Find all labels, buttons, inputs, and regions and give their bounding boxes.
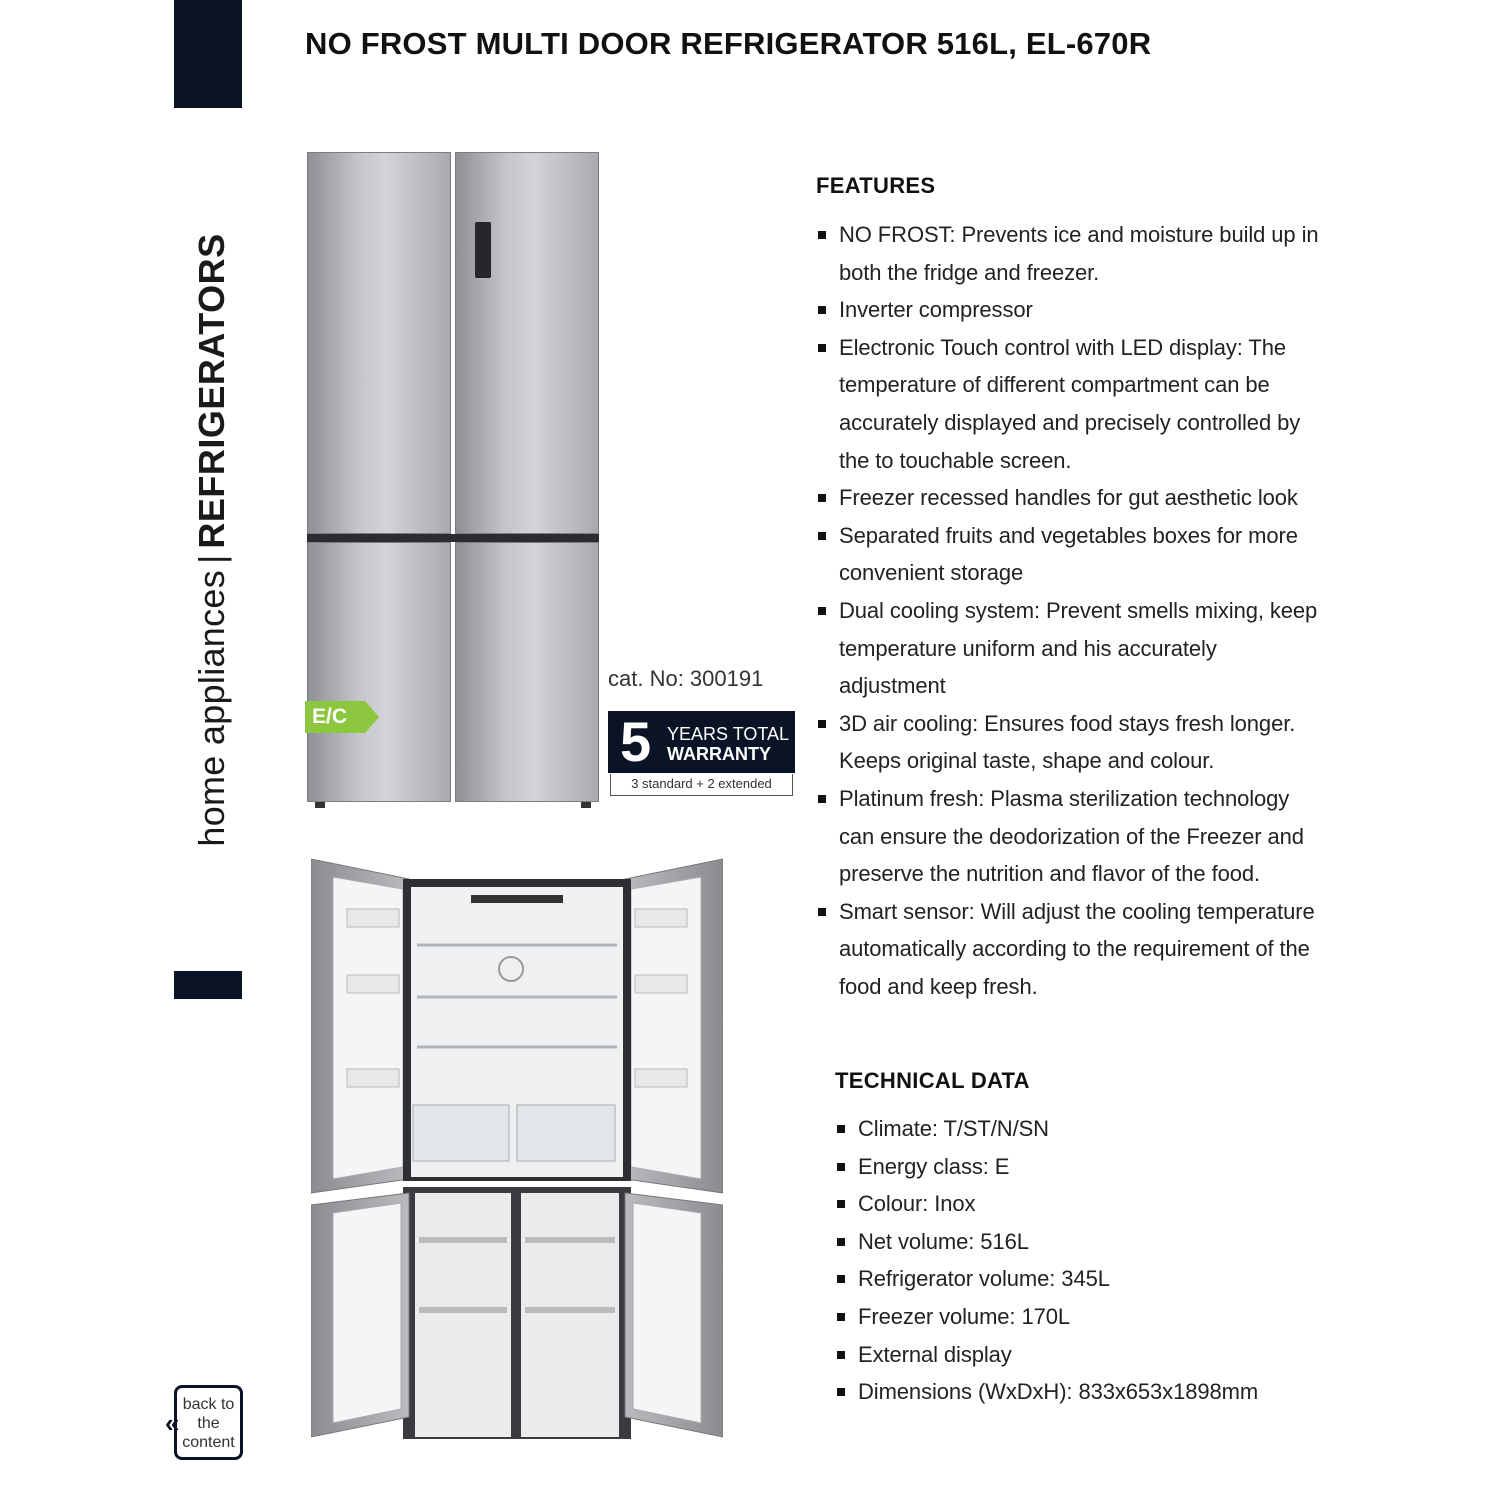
back-to-content-button[interactable] <box>174 1385 243 1460</box>
fridge-door-top-left <box>307 152 451 534</box>
warranty-years: 5 <box>620 710 652 773</box>
fridge-handle-gap <box>307 534 599 542</box>
fridge-foot <box>315 802 325 808</box>
list-item: Freezer volume: 170L <box>835 1298 1335 1336</box>
fridge-open-image <box>311 857 723 1439</box>
back-label-1: back to <box>182 1396 235 1413</box>
list-item: Separated fruits and vegetables boxes for more convenient storage <box>816 517 1326 592</box>
list-item: Refrigerator volume: 345L <box>835 1260 1335 1298</box>
energy-class-badge <box>305 701 379 733</box>
list-item: Platinum fresh: Plasma sterilization technology can ensure the deodorization of the Freezer and preserve the nutrition and flavor of the food. <box>816 780 1326 893</box>
features-list <box>816 216 1326 1005</box>
list-item: Climate: T/ST/N/SN <box>835 1110 1335 1148</box>
sidebar-category-label <box>192 233 232 846</box>
list-item: Dual cooling system: Prevent smells mixing, keep temperature uniform and his accurately adjustment <box>816 592 1326 705</box>
list-item: Smart sensor: Will adjust the cooling temperature automatically according to the requirement of the food and keep fresh. <box>816 893 1326 1006</box>
category-separator: | <box>191 554 232 564</box>
warranty-subtext: 3 standard + 2 extended <box>610 774 793 796</box>
fridge-open-illustration <box>311 857 723 1439</box>
features-heading: FEATURES <box>816 173 936 198</box>
list-item: Dimensions (WxDxH): 833x653x1898mm <box>835 1373 1335 1411</box>
warranty-line-1: YEARS TOTAL <box>667 724 790 744</box>
technical-data-heading: TECHNICAL DATA <box>835 1068 1030 1093</box>
list-item: 3D air cooling: Ensures food stays fresh longer. Keeps original taste, shape and colour. <box>816 705 1326 780</box>
fridge-door-bottom-right <box>455 542 599 802</box>
technical-data-list <box>835 1110 1335 1411</box>
list-item: Electronic Touch control with LED display: The temperature of different compartment can be accurately displayed and precisely controlled by the to touchable screen. <box>816 329 1326 479</box>
list-item: Freezer recessed handles for gut aesthetic look <box>816 479 1326 517</box>
list-item: External display <box>835 1336 1335 1374</box>
list-item: Energy class: E <box>835 1148 1335 1186</box>
sidebar-top-block <box>174 0 242 108</box>
list-item: Net volume: 516L <box>835 1223 1335 1261</box>
list-item: Inverter compressor <box>816 291 1326 329</box>
double-chevron-left-icon[interactable]: « <box>165 1408 180 1438</box>
list-item: Colour: Inox <box>835 1185 1335 1223</box>
category-text: home appliances <box>191 569 232 847</box>
warranty-badge <box>608 711 795 797</box>
section-text: REFRIGERATORS <box>191 233 232 549</box>
fridge-display-panel <box>475 222 491 278</box>
catalog-number: cat. No: 300191 <box>608 666 764 691</box>
energy-class-text: E/C <box>312 705 348 728</box>
page-title: NO FROST MULTI DOOR REFRIGERATOR 516L, EL-670R <box>305 26 1152 61</box>
warranty-line-2: WARRANTY <box>667 744 771 764</box>
fridge-door-bottom-left <box>307 542 451 802</box>
sidebar-mid-block <box>174 971 242 999</box>
back-label-3: content <box>182 1434 235 1451</box>
warranty-main-block <box>608 711 795 773</box>
fridge-door-top-right <box>455 152 599 534</box>
back-label-2: the <box>197 1415 220 1432</box>
fridge-foot <box>581 802 591 808</box>
list-item: NO FROST: Prevents ice and moisture build up in both the fridge and freezer. <box>816 216 1326 291</box>
